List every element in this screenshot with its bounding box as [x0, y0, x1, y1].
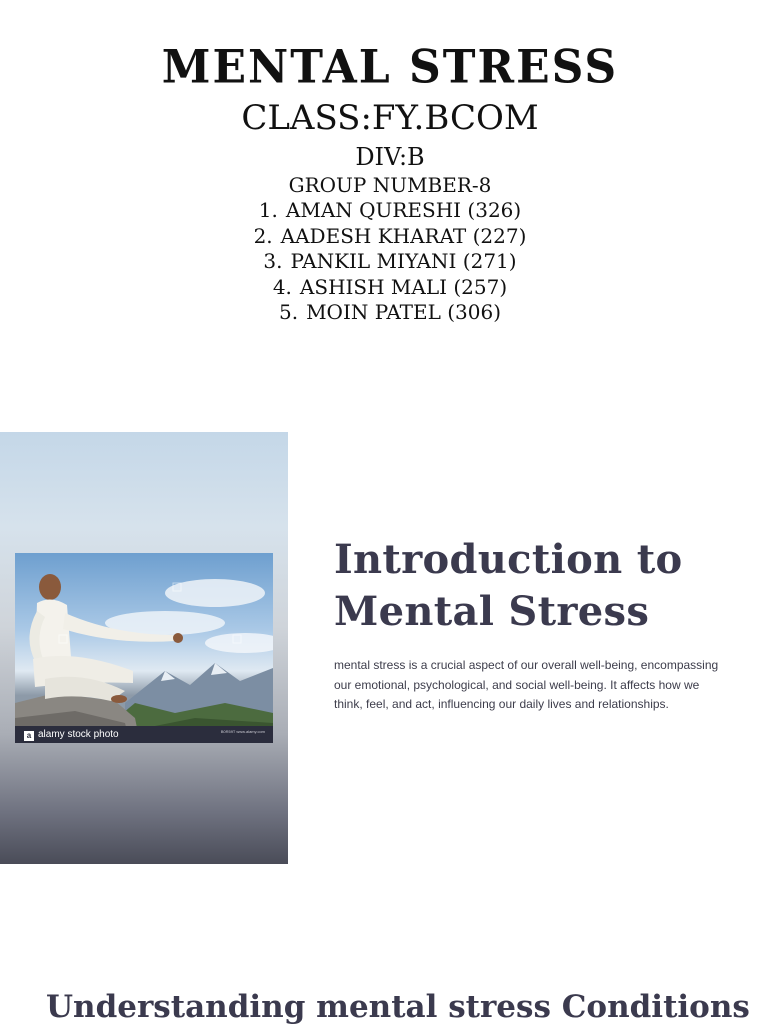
member-item [0, 275, 768, 301]
member-name: MOIN PATEL (306) [306, 300, 502, 325]
member-item [0, 198, 768, 224]
title-slide [0, 38, 768, 326]
stock-image-id: B0R59T www.alamy.com [220, 729, 265, 734]
presentation-title: MENTAL STRESS [161, 40, 619, 95]
member-number: 3. [263, 249, 283, 274]
member-list [0, 198, 768, 326]
stock-watermark-text: alamy stock photo [38, 729, 119, 740]
conditions-heading: Understanding mental stress Conditions [46, 989, 750, 1024]
stock-watermark-bar [15, 726, 273, 743]
meditation-photo [15, 553, 273, 743]
meditation-illustration [15, 553, 273, 743]
alamy-logo-icon: a [24, 731, 34, 741]
member-name: AMAN QURESHI (326) [285, 198, 522, 222]
member-name: AADESH KHARAT (227) [280, 223, 527, 248]
group-number-label: GROUP NUMBER-8 [288, 173, 492, 197]
member-name: ASHISH MALI (257) [299, 274, 508, 299]
member-number: 4. [272, 274, 292, 299]
intro-paragraph: mental stress is a crucial aspect of our overall well-being, encompassing our emotional, psychological, and social well-being. It affects how we think, feel, and act, influencing our daily lives and relationships. [334, 658, 719, 711]
member-item [0, 224, 768, 250]
member-number: 5. [278, 300, 299, 325]
division-label: DIV:B [355, 143, 425, 171]
member-number: 1. [258, 198, 278, 222]
member-name: PANKIL MIYANI (271) [290, 249, 517, 274]
member-number: 2. [253, 223, 273, 248]
member-item [0, 300, 768, 326]
intro-heading: Introduction to Mental Stress [334, 536, 683, 635]
member-item [0, 249, 768, 275]
image-panel [0, 432, 288, 864]
class-label: CLASS:FY.BCOM [241, 98, 539, 138]
